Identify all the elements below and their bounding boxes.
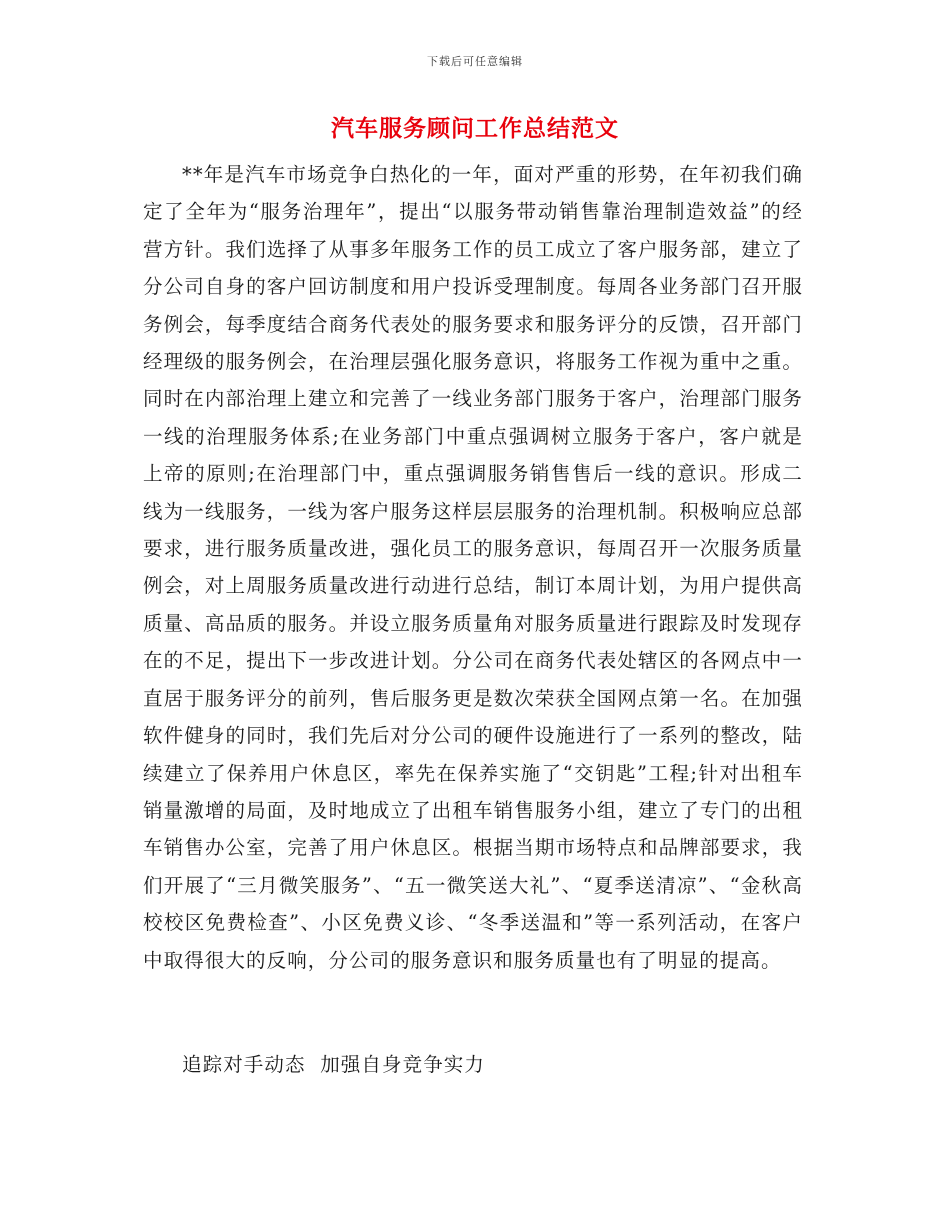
body-paragraph: **年是汽车市场竞争白热化的一年，面对严重的形势，在年初我们确定了全年为“服务治理年”，提出“以服务带动销售靠治理制造效益”的经营方针。我们选择了从事多年服务工作的员工成立了客户服务部，建立了分公司自身的客户回访制度和用户投诉受理制度。每周各业务部门召开服务例会，每季度结合商务代表处的服务要求和服务评分的反馈，召开部门经理级的服务例会，在治理层强化服务意识，将服务工作视为重中之重。同时在内部治理上建立和完善了一线业务部门服务于客户，治理部门服务一线的治理服务体系;在业务部门中重点强调树立服务于客户，客户就是上帝的原则;在治理部门中，重点强调服务销售售后一线的意识。形成二线为一线服务，一线为客户服务这样层层服务的治理机制。积极响应总部要求，进行服务质量改进，强化员工的服务意识，每周召开一次服务质量例会，对上周服务质量改进行动进行总结，制订本周计划，为用户提供高质量、高品质的服务。并设立服务质量角对服务质量进行跟踪及时发现存在的不足，提出下一步改进计划。分公司在商务代表处辖区的各网点中一直居于服务评分的前列，售后服务更是数次荣获全国网点第一名。在加强软件健身的同时，我们先后对分公司的硬件设施进行了一系列的整改，陆续建立了保养用户休息区，率先在保养实施了“交钥匙”工程;针对出租车销量激增的局面，及时地成立了出租车销售服务小组，建立了专门的出租车销售办公室，完善了用户休息区。根据当期市场特点和品牌部要求，我们开展了“三月微笑服务”、“五一微笑送大礼”、“夏季送清凉”、“金秋高校校区免费检查”、小区免费义诊、“冬季送温和”等一系列活动，在客户中取得很大的反响，分公司的服务意识和服务质量也有了明显的提高。 (143, 163, 803, 972)
section-subheading: 追踪对手动态 加强自身竞争实力 (182, 1053, 485, 1076)
document-title: 汽车服务顾问工作总结范文 (331, 116, 619, 142)
header-note: 下载后可任意编辑 (427, 55, 523, 68)
